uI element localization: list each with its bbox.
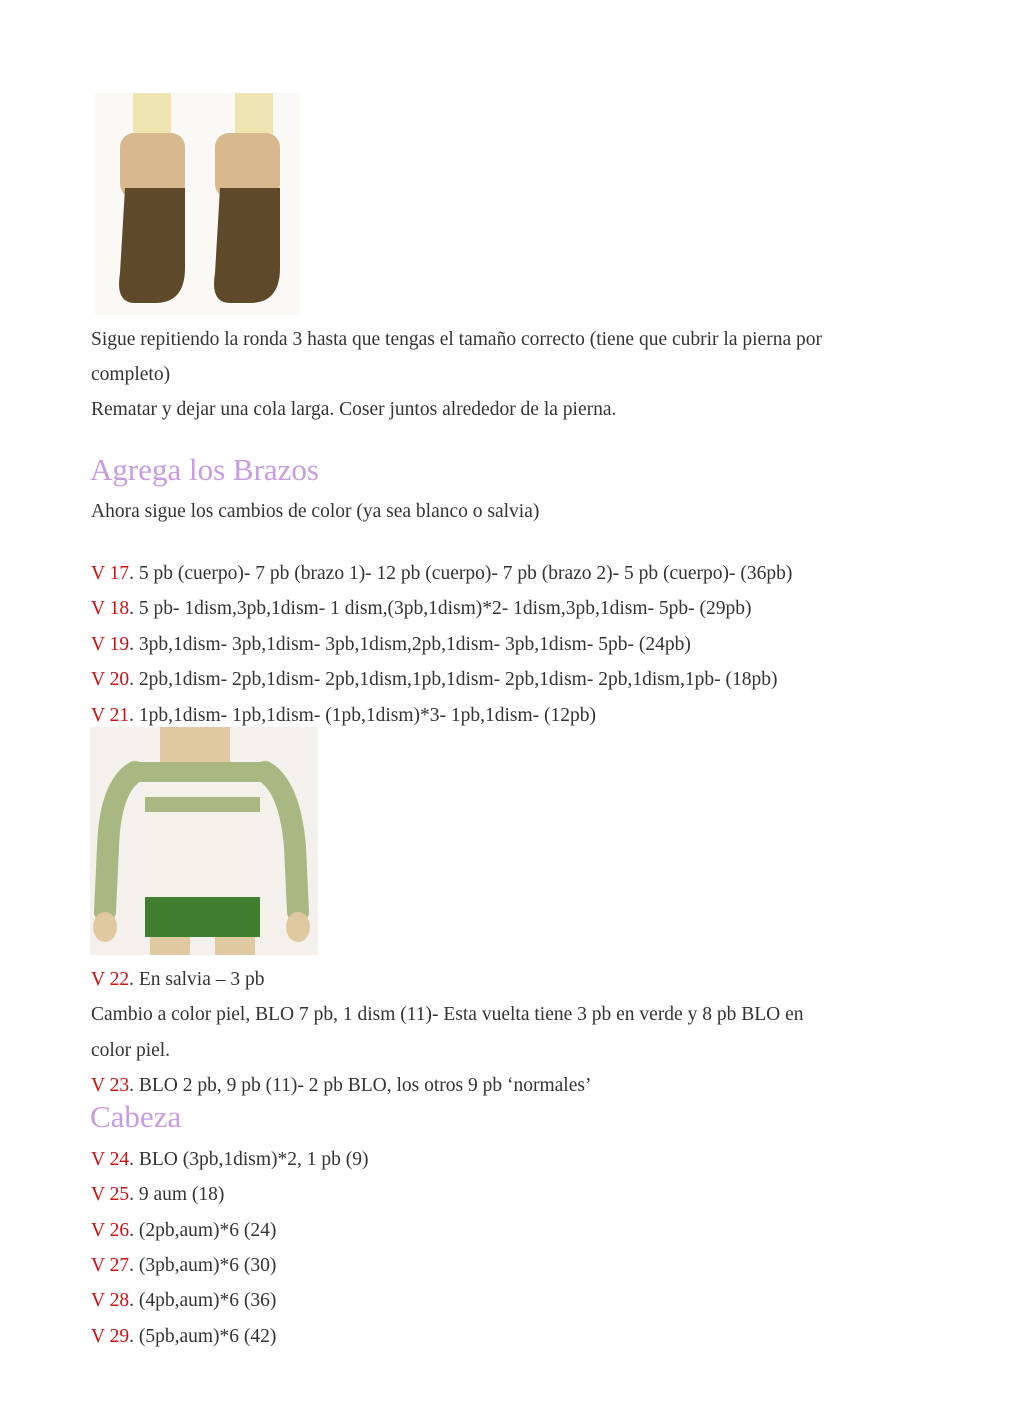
round-label: V 27 bbox=[91, 1255, 130, 1276]
round-text: . En salvia – 3 pb bbox=[129, 969, 265, 990]
arms-subtitle: Ahora sigue los cambios de color (ya sea blanco o salvia) bbox=[91, 501, 540, 522]
round-label: V 22 bbox=[91, 969, 130, 990]
intro-line-2: completo) bbox=[91, 364, 171, 385]
intro-line-1: Sigue repitiendo la ronda 3 hasta que tengas el tamaño correcto (tiene que cubrir la pierna por bbox=[91, 329, 822, 350]
round-v20 bbox=[91, 662, 777, 697]
heading-head: Cabeza bbox=[90, 1099, 182, 1134]
round-label: V 26 bbox=[91, 1220, 130, 1241]
round-label: V 18 bbox=[91, 598, 130, 619]
round-v19 bbox=[91, 627, 691, 662]
round-text: . BLO 2 pb, 9 pb (11)- 2 pb BLO, los otros 9 pb ‘normales’ bbox=[129, 1075, 592, 1096]
round-text: . 3pb,1dism- 3pb,1dism- 3pb,1dism,2pb,1dism- 3pb,1dism- 5pb- (24pb) bbox=[129, 634, 691, 655]
round-v25 bbox=[91, 1177, 224, 1212]
round-label: V 17 bbox=[91, 563, 130, 584]
round-v17 bbox=[91, 556, 792, 591]
round-text: . 9 aum (18) bbox=[129, 1184, 225, 1205]
round-v26 bbox=[91, 1213, 276, 1248]
note-line-2: color piel. bbox=[91, 1040, 171, 1061]
round-text: . 5 pb (cuerpo)- 7 pb (brazo 1)- 12 pb (cuerpo)- 7 pb (brazo 2)- 5 pb (cuerpo)- (36pb) bbox=[129, 563, 793, 584]
round-text: . 2pb,1dism- 2pb,1dism- 2pb,1dism,1pb,1dism- 2pb,1dism- 2pb,1dism,1pb- (18pb) bbox=[129, 669, 778, 690]
round-label: V 23 bbox=[91, 1075, 130, 1096]
round-label: V 20 bbox=[91, 669, 130, 690]
round-label: V 25 bbox=[91, 1184, 130, 1205]
round-label: V 29 bbox=[91, 1326, 130, 1347]
round-text: . 1pb,1dism- 1pb,1dism- (1pb,1dism)*3- 1pb,1dism- (12pb) bbox=[129, 705, 597, 726]
round-text: . (5pb,aum)*6 (42) bbox=[129, 1326, 277, 1347]
round-text: . 5 pb- 1dism,3pb,1dism- 1 dism,(3pb,1dism)*2- 1dism,3pb,1dism- 5pb- (29pb) bbox=[129, 598, 752, 619]
round-label: V 24 bbox=[91, 1149, 130, 1170]
boots-photo bbox=[95, 93, 300, 315]
round-v27 bbox=[91, 1248, 276, 1283]
round-v28 bbox=[91, 1283, 276, 1318]
round-v18 bbox=[91, 591, 751, 626]
round-v24 bbox=[91, 1142, 369, 1177]
round-text: . BLO (3pb,1dism)*2, 1 pb (9) bbox=[129, 1149, 369, 1170]
round-text: . (4pb,aum)*6 (36) bbox=[129, 1290, 277, 1311]
note-line-1: Cambio a color piel, BLO 7 pb, 1 dism (11)- Esta vuelta tiene 3 pb en verde y 8 pb BLO en bbox=[91, 1004, 804, 1025]
round-v22 bbox=[91, 962, 265, 997]
boots-illustration bbox=[95, 93, 300, 315]
doll-illustration bbox=[90, 727, 318, 955]
round-label: V 28 bbox=[91, 1290, 130, 1311]
round-v29 bbox=[91, 1319, 276, 1354]
round-text: . (3pb,aum)*6 (30) bbox=[129, 1255, 277, 1276]
heading-arms: Agrega los Brazos bbox=[90, 452, 319, 487]
round-label: V 21 bbox=[91, 705, 130, 726]
doll-body-photo bbox=[90, 727, 318, 955]
round-label: V 19 bbox=[91, 634, 130, 655]
round-text: . (2pb,aum)*6 (24) bbox=[129, 1220, 277, 1241]
intro-line-3: Rematar y dejar una cola larga. Coser juntos alrededor de la pierna. bbox=[91, 399, 617, 420]
